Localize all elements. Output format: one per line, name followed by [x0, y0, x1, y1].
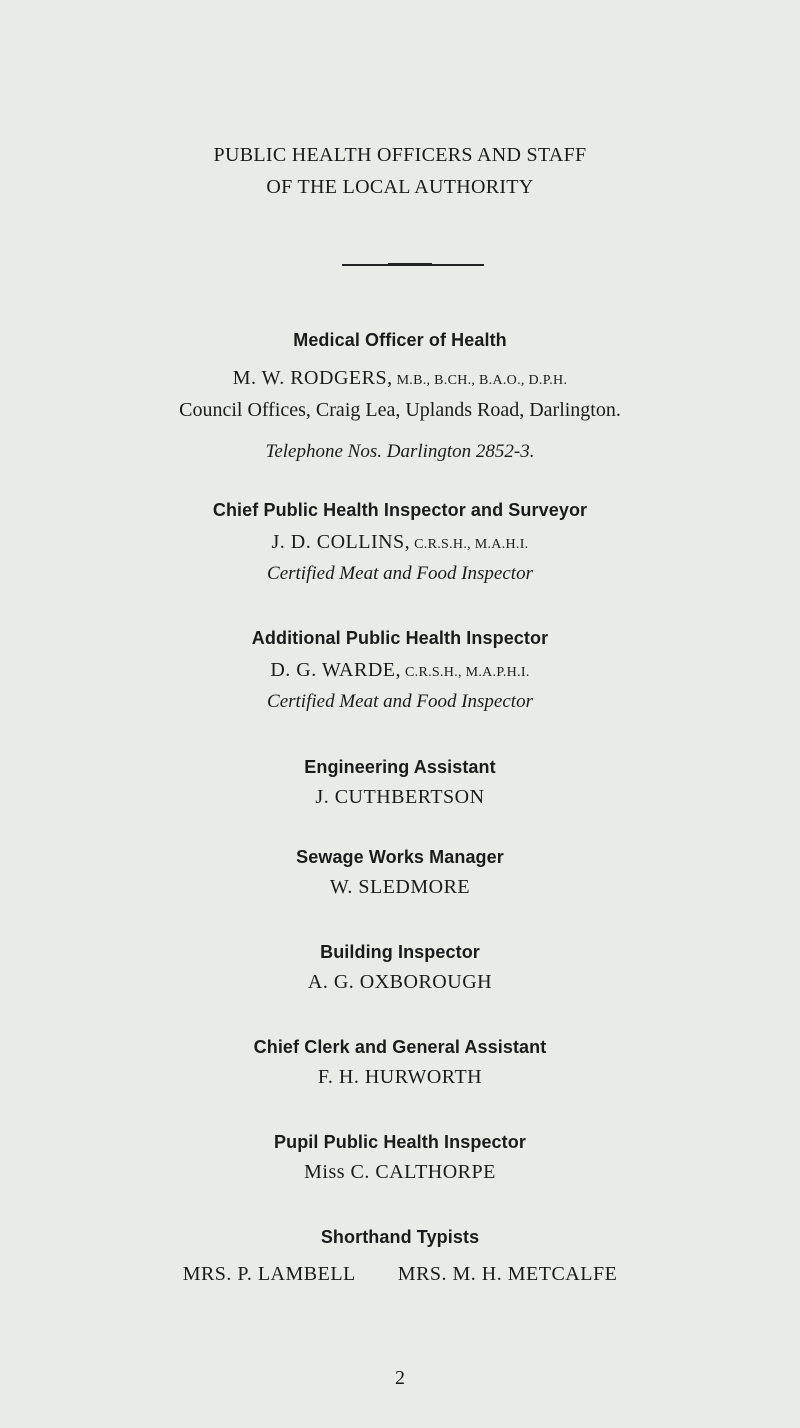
- section-sewage-manager: [0, 842, 800, 902]
- quals-medical-officer: M.B., B.CH., B.A.O., D.P.H.: [396, 373, 568, 388]
- section-chief-clerk: [0, 1032, 800, 1092]
- role-pupil-inspector: Pupil Public Health Inspector: [274, 1132, 526, 1152]
- page-number: 2: [395, 1367, 405, 1389]
- role-typists: Shorthand Typists: [320, 1227, 480, 1247]
- name-pupil-inspector: Miss C. CALTHORPE: [304, 1161, 496, 1183]
- typist-name-1: MRS. P. LAMBELL: [182, 1263, 356, 1285]
- role-medical-officer: Medical Officer of Health: [293, 330, 507, 350]
- section-building-inspector: [0, 937, 800, 997]
- note-chief-inspector: Certified Meat and Food Inspector: [267, 563, 533, 584]
- typist-names: [0, 1263, 800, 1286]
- role-building-inspector: Building Inspector: [320, 942, 480, 962]
- role-engineering-assistant: Engineering Assistant: [304, 757, 496, 777]
- role-chief-clerk: Chief Clerk and General Assistant: [253, 1037, 547, 1057]
- typist-name-2: MRS. M. H. METCALFE: [397, 1263, 618, 1285]
- address-medical-officer: Council Offices, Craig Lea, Uplands Road, Darlington.: [179, 399, 621, 421]
- title-divider: [342, 264, 484, 266]
- section-additional-inspector: [0, 622, 800, 718]
- role-sewage-manager: Sewage Works Manager: [296, 847, 504, 867]
- section-engineering-assistant: [0, 752, 800, 812]
- page-title-line2: OF THE LOCAL AUTHORITY: [266, 176, 534, 198]
- name-chief-inspector: J. D. COLLINS,: [271, 531, 411, 553]
- name-chief-clerk: F. H. HURWORTH: [317, 1066, 483, 1088]
- note-additional-inspector: Certified Meat and Food Inspector: [267, 691, 533, 712]
- name-engineering-assistant: J. CUTHBERTSON: [315, 786, 485, 808]
- section-medical-officer: [0, 324, 800, 468]
- name-additional-inspector: D. G. WARDE,: [270, 659, 401, 681]
- section-chief-inspector: [0, 494, 800, 590]
- name-building-inspector: A. G. OXBOROUGH: [307, 971, 493, 993]
- role-additional-inspector: Additional Public Health Inspector: [251, 628, 549, 648]
- page-title-line1: PUBLIC HEALTH OFFICERS AND STAFF: [213, 144, 587, 166]
- quals-additional-inspector: C.R.S.H., M.A.P.H.I.: [405, 665, 530, 680]
- name-medical-officer: M. W. RODGERS,: [232, 367, 393, 389]
- quals-chief-inspector: C.R.S.H., M.A.H.I.: [414, 537, 529, 552]
- section-pupil-inspector: [0, 1127, 800, 1187]
- telephone-medical-officer: Telephone Nos. Darlington 2852-3.: [265, 441, 535, 462]
- name-sewage-manager: W. SLEDMORE: [329, 876, 471, 898]
- section-typists: [0, 1222, 800, 1252]
- role-chief-inspector: Chief Public Health Inspector and Surveyor: [212, 500, 588, 520]
